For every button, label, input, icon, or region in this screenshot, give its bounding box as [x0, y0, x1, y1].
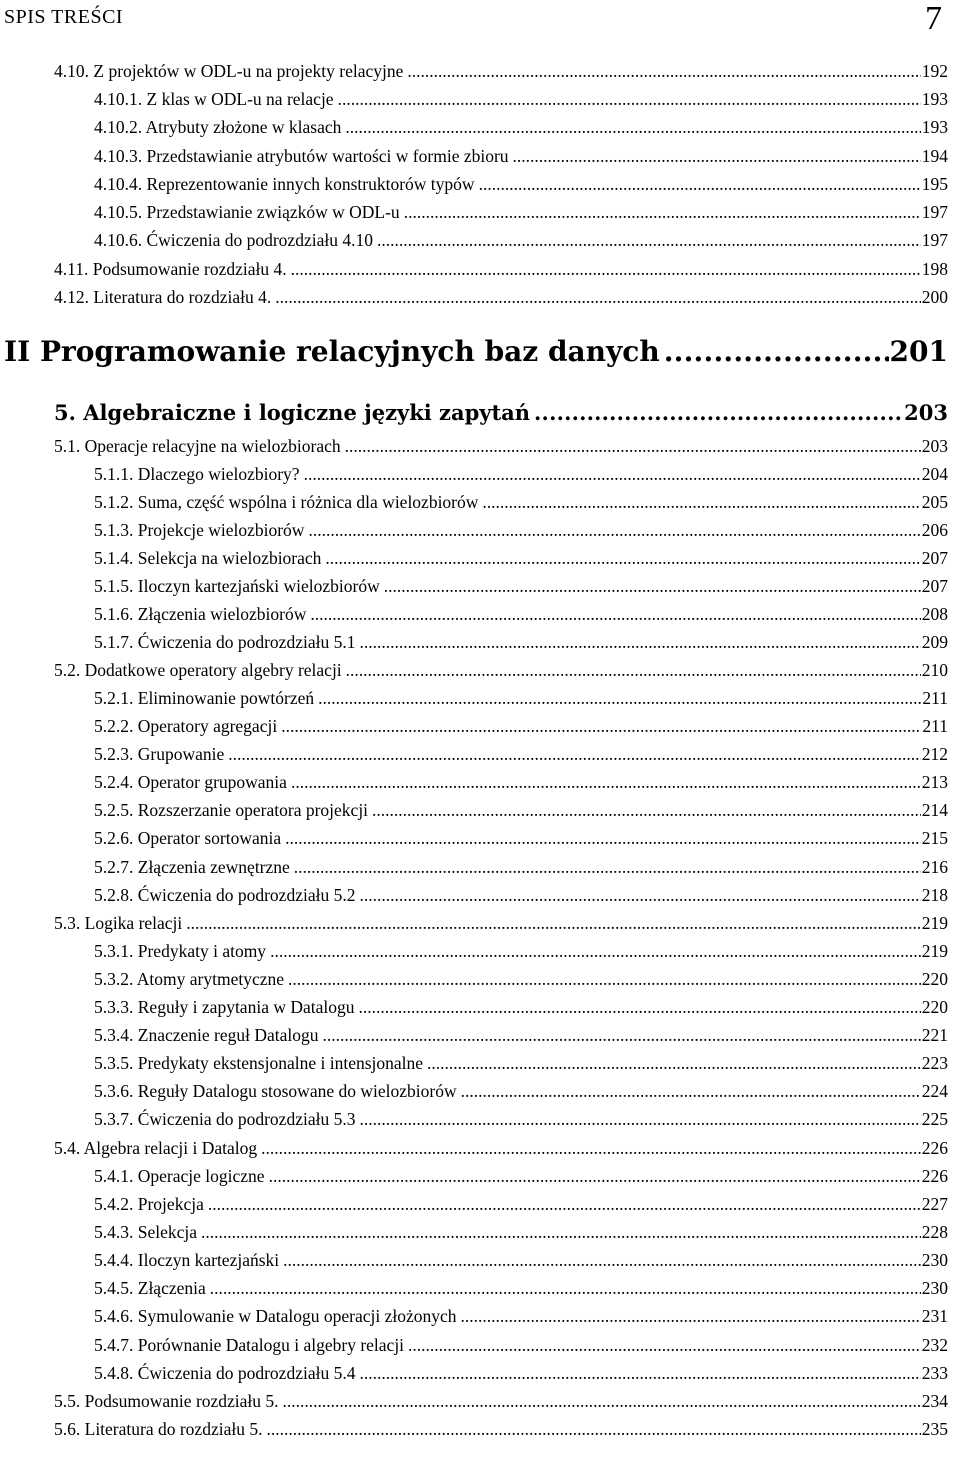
toc-entry — [94, 464, 948, 485]
toc-entry-title: 5.3.5. Predykaty ekstensjonalne i intensjonalne — [94, 1053, 424, 1074]
dot-leader — [338, 89, 921, 110]
toc-entry-page: 215 — [921, 828, 948, 849]
toc-entry-title: 5.2. Dodatkowe operatory algebry relacji — [54, 660, 342, 681]
toc-entry — [54, 1138, 948, 1159]
dot-leader — [345, 436, 921, 457]
dot-leader — [281, 716, 921, 737]
toc-entry-title: 5.3. Logika relacji — [54, 913, 183, 934]
dot-leader — [288, 969, 921, 990]
toc-entry-page: 206 — [921, 520, 948, 541]
toc-entry-title: 5. Algebraiczne i logiczne języki zapytań — [54, 400, 531, 426]
toc-entry — [94, 1335, 948, 1356]
toc-entry-page: 220 — [921, 969, 948, 990]
toc-entry-title: 5.2.8. Ćwiczenia do podrozdziału 5.2 — [94, 885, 356, 906]
dot-leader — [664, 335, 889, 368]
toc-entry — [94, 941, 948, 962]
toc-entry — [94, 230, 948, 251]
toc-part-entry — [4, 335, 948, 368]
toc-entry-page: 228 — [921, 1222, 948, 1243]
toc-entry-page: 226 — [921, 1138, 948, 1159]
toc-entry-page: 218 — [921, 885, 948, 906]
dot-leader — [372, 800, 921, 821]
toc-entry-page: 231 — [921, 1306, 948, 1327]
toc-entry-page: 195 — [921, 174, 948, 195]
dot-leader — [201, 1222, 921, 1243]
page-number: 7 — [925, 0, 942, 37]
toc-entry — [94, 1363, 948, 1384]
toc-entry — [54, 61, 948, 82]
toc-entry-title: 5.5. Podsumowanie rozdziału 5. — [54, 1391, 279, 1412]
toc-entry — [54, 1419, 948, 1440]
toc-entry-page: 207 — [921, 548, 948, 569]
toc-entry-page: 220 — [921, 997, 948, 1018]
toc-entry-page: 192 — [921, 61, 948, 82]
toc-entry — [94, 1025, 948, 1046]
toc-entry-page: 230 — [921, 1278, 948, 1299]
toc-entry-page: 193 — [921, 89, 948, 110]
toc-entry-page: 194 — [921, 146, 948, 167]
toc-entry-title: 5.4.2. Projekcja — [94, 1194, 204, 1215]
toc-entry-title: 4.10.1. Z klas w ODL-u na relacje — [94, 89, 334, 110]
dot-leader — [461, 1306, 921, 1327]
toc-entry-title: 5.2.5. Rozszerzanie operatora projekcji — [94, 800, 369, 821]
toc-entry-page: 225 — [921, 1109, 948, 1130]
toc-entry — [54, 259, 948, 280]
dot-leader — [346, 660, 921, 681]
dot-leader — [269, 1166, 921, 1187]
dot-leader — [210, 1278, 921, 1299]
toc-entry — [94, 1081, 948, 1102]
toc-entry-page: 219 — [921, 941, 948, 962]
toc-entry — [54, 287, 948, 308]
toc-entry-page: 233 — [921, 1363, 948, 1384]
toc-entry-title: 4.12. Literatura do rozdziału 4. — [54, 287, 272, 308]
toc-entry-page: 204 — [921, 464, 948, 485]
toc-entry-page: 227 — [921, 1194, 948, 1215]
toc-entry — [94, 174, 948, 195]
toc-entry-title: 5.1.2. Suma, część wspólna i różnica dla wielozbiorów — [94, 492, 479, 513]
dot-leader — [228, 744, 920, 765]
toc-entry — [54, 660, 948, 681]
toc-entry — [94, 548, 948, 569]
toc-entry — [54, 436, 948, 457]
toc-entry-page: 223 — [921, 1053, 948, 1074]
dot-leader — [359, 885, 920, 906]
dot-leader — [294, 857, 921, 878]
toc-entry — [94, 857, 948, 878]
toc-entry-title: 5.1. Operacje relacyjne na wielozbiorach — [54, 436, 341, 457]
dot-leader — [513, 146, 921, 167]
toc-chapter-entry — [54, 400, 948, 425]
toc-entry — [94, 969, 948, 990]
toc-entry — [94, 1278, 948, 1299]
toc-entry-title: 5.3.6. Reguły Datalogu stosowane do wielozbiorów — [94, 1081, 457, 1102]
toc-entry-title: 5.4.7. Porównanie Datalogu i algebry relacji — [94, 1335, 405, 1356]
toc-entry-page: 203 — [904, 400, 948, 426]
toc-entry — [94, 688, 948, 709]
toc-entry — [54, 913, 948, 934]
dot-leader — [323, 1025, 921, 1046]
toc-entry-page: 226 — [921, 1166, 948, 1187]
toc-entry-page: 213 — [921, 772, 948, 793]
dot-leader — [359, 997, 921, 1018]
toc-entry-page: 201 — [889, 335, 948, 369]
toc-entry-page: 197 — [921, 202, 948, 223]
toc-entry — [94, 632, 948, 653]
toc-entry-title: II Programowanie relacyjnych baz danych — [4, 335, 660, 369]
running-header-title: SPIS TREŚCI — [4, 6, 124, 28]
toc-entry — [94, 772, 948, 793]
toc-entry — [94, 828, 948, 849]
toc-entry-page: 232 — [921, 1335, 948, 1356]
toc-entry — [94, 800, 948, 821]
toc-entry-title: 5.2.3. Grupowanie — [94, 744, 225, 765]
dot-leader — [283, 1391, 921, 1412]
toc-entry-title: 5.3.1. Predykaty i atomy — [94, 941, 267, 962]
toc-entry-page: 211 — [922, 688, 948, 709]
toc-entry-title: 5.4.1. Operacje logiczne — [94, 1166, 265, 1187]
dot-leader — [479, 174, 921, 195]
toc-entry — [94, 202, 948, 223]
dot-leader — [291, 259, 921, 280]
toc-entry-page: 197 — [921, 230, 948, 251]
toc-entry-page: 211 — [922, 716, 948, 737]
toc-entry — [94, 1166, 948, 1187]
dot-leader — [283, 1250, 921, 1271]
toc-entry-title: 5.4.4. Iloczyn kartezjański — [94, 1250, 280, 1271]
toc-entry-page: 203 — [921, 436, 948, 457]
toc-entry-page: 235 — [921, 1419, 948, 1440]
toc-entry-page: 198 — [921, 259, 948, 280]
toc-entry-title: 5.1.3. Projekcje wielozbiorów — [94, 520, 305, 541]
toc-entry-title: 5.1.7. Ćwiczenia do podrozdziału 5.1 — [94, 632, 356, 653]
toc-entry-page: 230 — [921, 1250, 948, 1271]
toc-entry-title: 5.1.6. Złączenia wielozbiorów — [94, 604, 307, 625]
toc-entry-page: 212 — [921, 744, 948, 765]
dot-leader — [291, 772, 921, 793]
dot-leader — [208, 1194, 921, 1215]
toc-entry-page: 214 — [921, 800, 948, 821]
dot-leader — [377, 230, 921, 251]
dot-leader — [359, 632, 920, 653]
toc-entry-title: 5.3.3. Reguły i zapytania w Datalogu — [94, 997, 355, 1018]
dot-leader — [482, 492, 920, 513]
toc-entry — [94, 1053, 948, 1074]
dot-leader — [270, 941, 921, 962]
toc-entry — [94, 997, 948, 1018]
toc-entry-title: 5.2.2. Operatory agregacji — [94, 716, 278, 737]
toc-entry — [54, 1391, 948, 1412]
dot-leader — [407, 61, 920, 82]
toc-entry-page: 200 — [921, 287, 948, 308]
dot-leader — [285, 828, 921, 849]
toc-entry — [94, 117, 948, 138]
dot-leader — [266, 1419, 920, 1440]
dot-leader — [408, 1335, 921, 1356]
dot-leader — [404, 202, 921, 223]
toc-entry — [94, 520, 948, 541]
toc-entry-title: 5.6. Literatura do rozdziału 5. — [54, 1419, 263, 1440]
dot-leader — [461, 1081, 921, 1102]
toc-entry — [94, 604, 948, 625]
toc-entry-page: 219 — [921, 913, 948, 934]
toc-entry — [94, 885, 948, 906]
toc-entry-title: 4.10.6. Ćwiczenia do podrozdziału 4.10 — [94, 230, 373, 251]
toc-entry-title: 5.4.3. Selekcja — [94, 1222, 198, 1243]
toc-entry-title: 5.3.2. Atomy arytmetyczne — [94, 969, 285, 990]
toc-entry-page: 193 — [921, 117, 948, 138]
toc-entry — [94, 1194, 948, 1215]
toc-entry-page: 216 — [921, 857, 948, 878]
toc-entry-title: 4.10. Z projektów w ODL-u na projekty relacyjne — [54, 61, 404, 82]
toc-entry-title: 5.3.4. Znaczenie reguł Datalogu — [94, 1025, 319, 1046]
toc-entry-page: 221 — [921, 1025, 948, 1046]
toc-entry-title: 5.2.6. Operator sortowania — [94, 828, 282, 849]
toc-entry-page: 210 — [921, 660, 948, 681]
toc-entry-title: 5.1.4. Selekcja na wielozbiorach — [94, 548, 322, 569]
toc-entry — [94, 1222, 948, 1243]
dot-leader — [275, 287, 921, 308]
toc-entry-title: 5.4.8. Ćwiczenia do podrozdziału 5.4 — [94, 1363, 356, 1384]
dot-leader — [325, 548, 920, 569]
toc-entry-page: 205 — [921, 492, 948, 513]
dot-leader — [310, 604, 920, 625]
toc-entry — [94, 716, 948, 737]
dot-leader — [186, 913, 920, 934]
dot-leader — [359, 1363, 920, 1384]
dot-leader — [345, 117, 920, 138]
dot-leader — [359, 1109, 920, 1130]
toc-entry-title: 5.4. Algebra relacji i Datalog — [54, 1138, 258, 1159]
dot-leader — [427, 1053, 921, 1074]
toc-entry-title: 4.11. Podsumowanie rozdziału 4. — [54, 259, 287, 280]
toc-entry-page: 207 — [921, 576, 948, 597]
dot-leader — [318, 688, 921, 709]
toc-entry — [94, 146, 948, 167]
toc-entry-title: 5.4.5. Złączenia — [94, 1278, 206, 1299]
toc-entry — [94, 576, 948, 597]
toc-entry — [94, 744, 948, 765]
toc-entry-page: 224 — [921, 1081, 948, 1102]
toc-entry-title: 5.4.6. Symulowanie w Datalogu operacji złożonych — [94, 1306, 457, 1327]
toc-entry-title: 5.1.5. Iloczyn kartezjański wielozbiorów — [94, 576, 380, 597]
toc-entry — [94, 1109, 948, 1130]
toc-entry — [94, 89, 948, 110]
toc-entry — [94, 1306, 948, 1327]
dot-leader — [384, 576, 921, 597]
toc-entry-title: 5.1.1. Dlaczego wielozbiory? — [94, 464, 300, 485]
dot-leader — [304, 464, 921, 485]
dot-leader — [261, 1138, 921, 1159]
toc-entry-title: 5.2.4. Operator grupowania — [94, 772, 287, 793]
toc-entry-page: 209 — [921, 632, 948, 653]
toc-entry-title: 4.10.4. Reprezentowanie innych konstruktorów typów — [94, 174, 475, 195]
toc-entry-title: 4.10.5. Przedstawianie związków w ODL-u — [94, 202, 400, 223]
dot-leader — [534, 400, 903, 425]
toc-entry-page: 234 — [921, 1391, 948, 1412]
toc-entry-title: 5.2.7. Złączenia zewnętrzne — [94, 857, 290, 878]
toc-entry — [94, 492, 948, 513]
toc-entry-page: 208 — [921, 604, 948, 625]
toc-entry — [94, 1250, 948, 1271]
toc-entry-title: 4.10.3. Przedstawianie atrybutów wartości w formie zbioru — [94, 146, 509, 167]
toc-entry-title: 5.2.1. Eliminowanie powtórzeń — [94, 688, 315, 709]
toc-entry-title: 4.10.2. Atrybuty złożone w klasach — [94, 117, 342, 138]
toc-entry-title: 5.3.7. Ćwiczenia do podrozdziału 5.3 — [94, 1109, 356, 1130]
dot-leader — [308, 520, 920, 541]
